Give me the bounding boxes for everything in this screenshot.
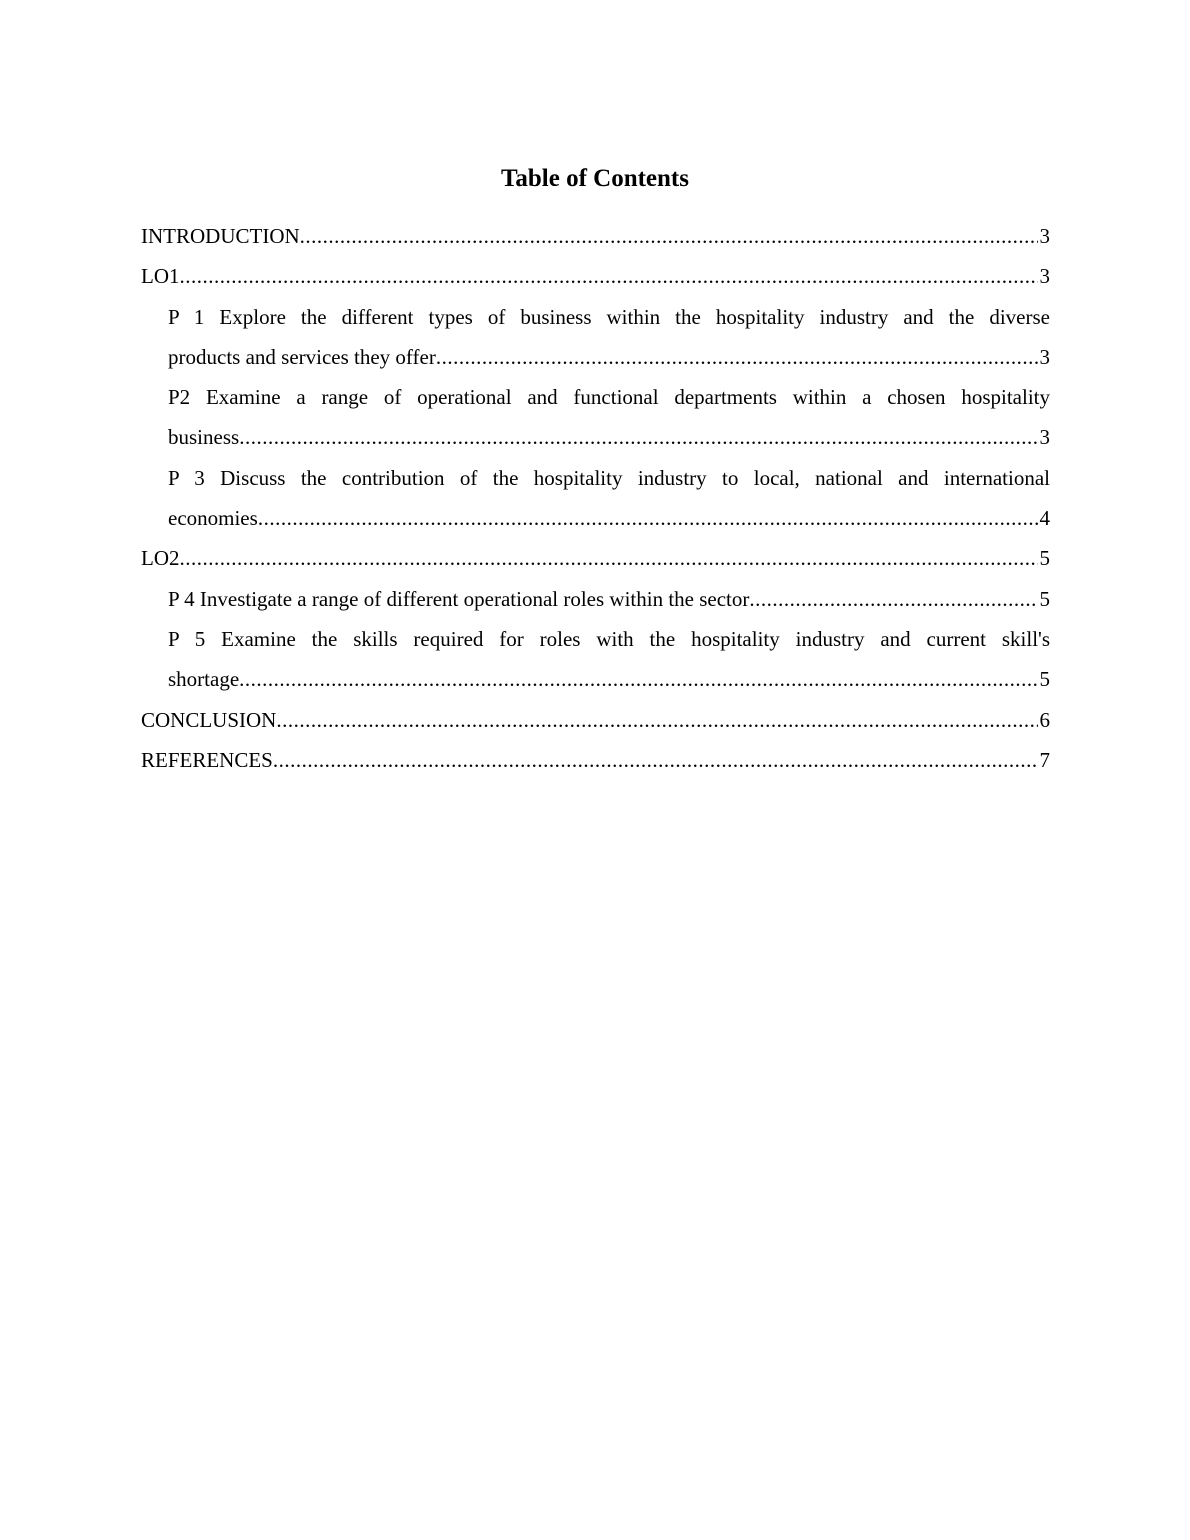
toc-entry-p3[interactable] (168, 458, 1050, 539)
toc-title: Table of Contents (501, 165, 689, 192)
toc-page-number: 3 (1038, 417, 1051, 457)
toc-page-number: 3 (1038, 216, 1051, 256)
toc-entry-text: INTRODUCTION ..... (141, 224, 1050, 248)
toc-page-number: 5 (1038, 579, 1051, 619)
toc-entry-lead-text: P 1 Explore the different types of business within the hospitality industry and the diverse (168, 304, 1050, 329)
table-of-contents (141, 216, 1050, 780)
toc-entry-text: economies ..... (168, 506, 1050, 530)
toc-page-number: 6 (1038, 700, 1051, 740)
toc-entry-text: CONCLUSION ..... (141, 708, 1050, 732)
toc-entry-p5[interactable] (168, 619, 1050, 700)
toc-page-number: 4 (1038, 498, 1051, 538)
toc-page-number: 3 (1038, 256, 1051, 296)
toc-entry-p2[interactable] (168, 377, 1050, 458)
toc-entry-lo1[interactable] (141, 256, 1050, 296)
toc-entry-conclusion[interactable] (141, 700, 1050, 740)
toc-entry-text: business ..... (168, 425, 1050, 449)
toc-entry-lead-text: P 5 Examine the skills required for roles with the hospitality industry and current skill's (168, 626, 1050, 651)
toc-entry-text: P 4 Investigate a range of different operational roles within the sector ..... (168, 587, 1050, 611)
toc-page-number: 3 (1038, 337, 1051, 377)
toc-page-number: 5 (1038, 659, 1051, 699)
toc-entry-text: shortage ..... (168, 667, 1050, 691)
toc-entry-references[interactable] (141, 740, 1050, 780)
toc-entry-p4[interactable] (168, 579, 1050, 619)
toc-entry-lead-text: P 3 Discuss the contribution of the hospitality industry to local, national and international (168, 465, 1050, 490)
toc-page-number: 7 (1038, 740, 1051, 780)
toc-page-number: 5 (1038, 538, 1051, 578)
toc-entry-text: REFERENCES ..... (141, 748, 1050, 772)
toc-entry-text: LO1 ..... (141, 264, 1050, 288)
toc-entry-text: LO2 ..... (141, 546, 1050, 570)
toc-entry-p1[interactable] (168, 297, 1050, 378)
toc-entry-introduction[interactable] (141, 216, 1050, 256)
toc-entry-lead-text: P2 Examine a range of operational and functional departments within a chosen hospitality (168, 385, 1050, 410)
toc-entry-text: products and services they offer ..... (168, 345, 1050, 369)
toc-entry-lo2[interactable] (141, 538, 1050, 578)
